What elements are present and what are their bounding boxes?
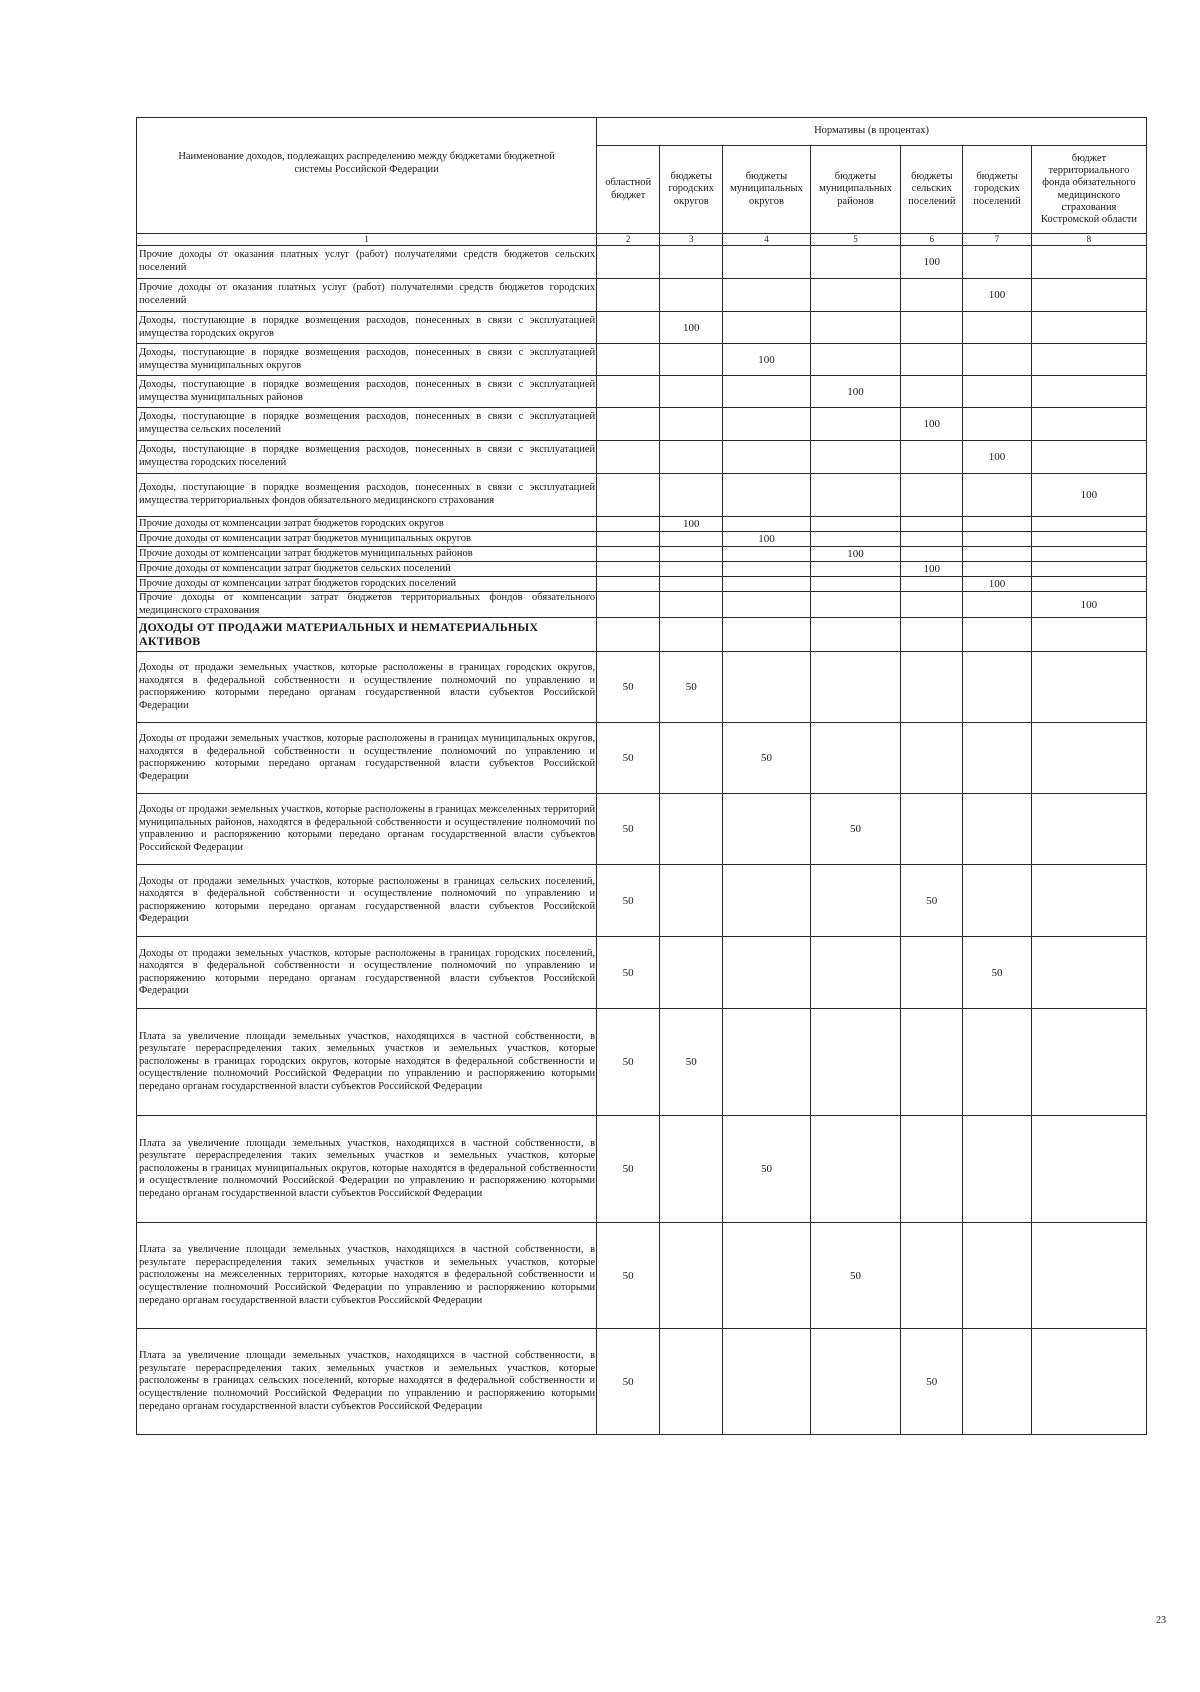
norm-value [810, 408, 901, 441]
norm-value [723, 562, 810, 577]
norm-value [810, 246, 901, 279]
norm-value [810, 441, 901, 474]
norm-value [901, 1116, 963, 1223]
row-name: Прочие доходы от компенсации затрат бюджетов городских поселений [137, 577, 597, 592]
norm-value [810, 517, 901, 532]
norm-value [810, 618, 901, 652]
row-name: Доходы от продажи земельных участков, которые расположены в границах городских поселений, находятся в федеральной собственности и осуществление полномочий по управлению и распоряжению которыми передано органам государственной власти субъектов Российской Федерации [137, 937, 597, 1009]
norm-value [1031, 618, 1146, 652]
norm-value: 100 [1031, 474, 1146, 517]
norm-value: 50 [723, 1116, 810, 1223]
row-name: Доходы от продажи земельных участков, которые расположены в границах городских округов, находятся в федеральной собственности и осуществление полномочий по управлению и распоряжению которыми передано органам государственной власти субъектов Российской Федерации [137, 652, 597, 723]
norm-value [660, 547, 723, 562]
norm-value [901, 1009, 963, 1116]
norm-value [963, 517, 1032, 532]
header-col-4: бюджеты муниципальных округов [723, 146, 810, 234]
norm-value [810, 1116, 901, 1223]
norm-value: 100 [723, 344, 810, 376]
norm-value [597, 618, 660, 652]
row-name: Доходы, поступающие в порядке возмещения расходов, понесенных в связи с эксплуатацией имущества муниципальных округов [137, 344, 597, 376]
table-row [137, 1223, 1147, 1329]
norm-value [963, 532, 1032, 547]
norm-value: 100 [810, 547, 901, 562]
norm-value [1031, 312, 1146, 344]
norm-value [723, 547, 810, 562]
norm-value [1031, 344, 1146, 376]
page-number: 23 [1156, 1615, 1166, 1626]
norm-value [810, 937, 901, 1009]
table-row [137, 577, 1147, 592]
norm-value [963, 344, 1032, 376]
norm-value: 50 [660, 1009, 723, 1116]
norm-value [597, 517, 660, 532]
norm-value [723, 376, 810, 408]
norm-value [810, 312, 901, 344]
table-row [137, 592, 1147, 618]
norm-value [963, 1223, 1032, 1329]
norm-value [1031, 794, 1146, 865]
norm-value [723, 517, 810, 532]
norm-value [660, 279, 723, 312]
norm-value [723, 592, 810, 618]
norm-value: 50 [597, 1223, 660, 1329]
norm-value [723, 408, 810, 441]
norm-value [723, 312, 810, 344]
norm-value [597, 246, 660, 279]
norm-value: 50 [597, 865, 660, 937]
norm-value [963, 474, 1032, 517]
table-row [137, 723, 1147, 794]
table-row [137, 246, 1147, 279]
norm-value [1031, 441, 1146, 474]
table-row [137, 794, 1147, 865]
norm-value [723, 1009, 810, 1116]
row-name: Доходы, поступающие в порядке возмещения расходов, понесенных в связи с эксплуатацией имущества городских округов [137, 312, 597, 344]
norm-value [660, 532, 723, 547]
norm-value [1031, 517, 1146, 532]
norm-value [963, 652, 1032, 723]
column-number: 8 [1031, 234, 1146, 246]
norm-value [1031, 1223, 1146, 1329]
norm-value [810, 562, 901, 577]
norm-value [1031, 532, 1146, 547]
norm-value [1031, 246, 1146, 279]
norm-value [597, 592, 660, 618]
header-col-7: бюджеты городских поселений [963, 146, 1032, 234]
norm-value [660, 937, 723, 1009]
header-col-3: бюджеты городских округов [660, 146, 723, 234]
norm-value [1031, 1009, 1146, 1116]
norm-value: 50 [660, 652, 723, 723]
column-number: 7 [963, 234, 1032, 246]
column-number: 1 [137, 234, 597, 246]
norm-value: 50 [597, 794, 660, 865]
row-name: Доходы от продажи земельных участков, которые расположены в границах межселенных территорий муниципальных районов, находятся в федеральной собственности и осуществление полномочий по управлению и распоряжению которыми передано органам государственной власти субъектов Российской Федерации [137, 794, 597, 865]
norm-value [660, 1116, 723, 1223]
norm-value [1031, 577, 1146, 592]
norm-value [901, 1223, 963, 1329]
column-number: 5 [810, 234, 901, 246]
table-row [137, 279, 1147, 312]
norm-value [810, 532, 901, 547]
row-name: Прочие доходы от оказания платных услуг (работ) получателями средств бюджетов городских поселений [137, 279, 597, 312]
norm-value [1031, 547, 1146, 562]
norm-value [723, 1223, 810, 1329]
row-name: Плата за увеличение площади земельных участков, находящихся в частной собственности, в результате перераспределения таких земельных участков и земельных участков, которые расположены на межселенных территориях, которые находятся в федеральной собственности и осуществление полномочий Российской Федерации по управлению и распоряжению которыми передано органам государственной власти субъектов Российской Федерации [137, 1223, 597, 1329]
column-number: 3 [660, 234, 723, 246]
norm-value [810, 1009, 901, 1116]
table-row [137, 344, 1147, 376]
norm-value [660, 562, 723, 577]
norm-value: 50 [901, 865, 963, 937]
table-row [137, 517, 1147, 532]
norm-value: 100 [1031, 592, 1146, 618]
norm-value: 100 [963, 279, 1032, 312]
norm-value: 100 [660, 517, 723, 532]
row-name: Прочие доходы от оказания платных услуг (работ) получателями средств бюджетов сельских поселений [137, 246, 597, 279]
norm-value [901, 279, 963, 312]
row-name: Прочие доходы от компенсации затрат бюджетов муниципальных районов [137, 547, 597, 562]
norm-value [901, 532, 963, 547]
norm-value [810, 577, 901, 592]
norm-value [1031, 1329, 1146, 1435]
norm-value [723, 577, 810, 592]
norm-value [723, 441, 810, 474]
norm-value: 50 [597, 652, 660, 723]
norm-value [597, 577, 660, 592]
norm-value [723, 279, 810, 312]
norm-value [597, 376, 660, 408]
norm-value [660, 408, 723, 441]
norm-value: 100 [810, 376, 901, 408]
norm-value [963, 376, 1032, 408]
norm-value: 100 [963, 441, 1032, 474]
norm-value [1031, 408, 1146, 441]
norm-value [810, 344, 901, 376]
norm-value [1031, 376, 1146, 408]
norm-value [1031, 562, 1146, 577]
norm-value [723, 652, 810, 723]
norm-value [963, 723, 1032, 794]
norm-value [901, 618, 963, 652]
norm-value: 50 [597, 1116, 660, 1223]
norm-value [723, 865, 810, 937]
norm-value: 50 [810, 794, 901, 865]
norm-value [1031, 865, 1146, 937]
row-name: Доходы от продажи земельных участков, которые расположены в границах муниципальных округов, находятся в федеральной собственности и осуществление полномочий по управлению и распоряжению которыми передано органам государственной власти субъектов Российской Федерации [137, 723, 597, 794]
norm-value [901, 723, 963, 794]
norm-value [660, 577, 723, 592]
norm-value [963, 592, 1032, 618]
table-row [137, 474, 1147, 517]
table-row [137, 441, 1147, 474]
header-col-6: бюджеты сельских поселений [901, 146, 963, 234]
norm-value [901, 592, 963, 618]
norm-value [963, 408, 1032, 441]
norm-value [660, 794, 723, 865]
norm-value [597, 562, 660, 577]
norm-value [597, 441, 660, 474]
norm-value [901, 344, 963, 376]
norm-value [901, 794, 963, 865]
header-col-8: бюджет территориального фонда обязательного медицинского страхования Костромской области [1031, 146, 1146, 234]
norm-value [1031, 723, 1146, 794]
norm-value [901, 441, 963, 474]
norm-value [660, 723, 723, 794]
column-number: 4 [723, 234, 810, 246]
norm-value [810, 652, 901, 723]
norm-value [810, 474, 901, 517]
norm-value: 100 [901, 408, 963, 441]
norm-value [901, 517, 963, 532]
table-row [137, 376, 1147, 408]
row-name: Плата за увеличение площади земельных участков, находящихся в частной собственности, в результате перераспределения таких земельных участков и земельных участков, которые расположены в границах муниципальных округов, которые находятся в федеральной собственности и осуществление полномочий Российской Федерации по управлению и распоряжению которыми передано органам государственной власти субъектов Российской Федерации [137, 1116, 597, 1223]
table-row [137, 1116, 1147, 1223]
norm-value [963, 865, 1032, 937]
norm-value [810, 279, 901, 312]
header-col-5: бюджеты муниципальных районов [810, 146, 901, 234]
table-row [137, 312, 1147, 344]
norm-value [810, 592, 901, 618]
norm-value [597, 312, 660, 344]
norm-value [723, 1329, 810, 1435]
table-row [137, 547, 1147, 562]
norm-value: 50 [597, 723, 660, 794]
norm-value [901, 312, 963, 344]
norm-value [810, 865, 901, 937]
section-heading: ДОХОДЫ ОТ ПРОДАЖИ МАТЕРИАЛЬНЫХ И НЕМАТЕРИАЛЬНЫХ АКТИВОВ [137, 618, 597, 652]
table-row [137, 652, 1147, 723]
norm-value [660, 1223, 723, 1329]
norm-value [1031, 652, 1146, 723]
norm-value [1031, 937, 1146, 1009]
norm-value [597, 279, 660, 312]
row-name: Прочие доходы от компенсации затрат бюджетов городских округов [137, 517, 597, 532]
row-name: Прочие доходы от компенсации затрат бюджетов сельских поселений [137, 562, 597, 577]
norm-value [901, 577, 963, 592]
norm-value: 50 [597, 1009, 660, 1116]
row-name: Плата за увеличение площади земельных участков, находящихся в частной собственности, в результате перераспределения таких земельных участков и земельных участков, которые расположены в границах сельских поселений, которые находятся в федеральной собственности и осуществление полномочий Российской Федерации по управлению и распоряжению которыми передано органам государственной власти субъектов Российской Федерации [137, 1329, 597, 1435]
norm-value [660, 376, 723, 408]
table-row [137, 562, 1147, 577]
norm-value [723, 794, 810, 865]
norm-value [723, 246, 810, 279]
norm-value [901, 376, 963, 408]
norm-value [810, 1329, 901, 1435]
column-number: 2 [597, 234, 660, 246]
row-name: Прочие доходы от компенсации затрат бюджетов территориальных фондов обязательного медицинского страхования [137, 592, 597, 618]
norm-value: 100 [901, 562, 963, 577]
norm-value [963, 1329, 1032, 1435]
norm-value [597, 408, 660, 441]
norm-value: 100 [660, 312, 723, 344]
header-name-column: Наименование доходов, подлежащих распределению между бюджетами бюджетной системы Российской Федерации [137, 118, 597, 234]
norm-value [723, 937, 810, 1009]
norm-value [660, 246, 723, 279]
norm-value [963, 618, 1032, 652]
document-sheet [136, 117, 1147, 1435]
norm-value [660, 618, 723, 652]
norm-value [963, 794, 1032, 865]
norm-value: 50 [597, 1329, 660, 1435]
norm-value: 50 [810, 1223, 901, 1329]
column-number: 6 [901, 234, 963, 246]
norm-value: 50 [963, 937, 1032, 1009]
norm-value [597, 344, 660, 376]
norm-value [1031, 279, 1146, 312]
table-row [137, 1329, 1147, 1435]
revenue-distribution-table [136, 117, 1147, 1435]
norm-value: 50 [723, 723, 810, 794]
norm-value [1031, 1116, 1146, 1223]
norm-value [660, 1329, 723, 1435]
norm-value [597, 547, 660, 562]
norm-value [723, 618, 810, 652]
norm-value [963, 562, 1032, 577]
row-name: Доходы, поступающие в порядке возмещения расходов, понесенных в связи с эксплуатацией имущества сельских поселений [137, 408, 597, 441]
norm-value: 100 [723, 532, 810, 547]
norm-value [660, 865, 723, 937]
norm-value [723, 474, 810, 517]
table-row [137, 408, 1147, 441]
row-name: Доходы от продажи земельных участков, которые расположены в границах сельских поселений, находятся в федеральной собственности и осуществление полномочий по управлению и распоряжению которыми передано органам государственной власти субъектов Российской Федерации [137, 865, 597, 937]
norm-value [597, 474, 660, 517]
table-row [137, 865, 1147, 937]
row-name: Плата за увеличение площади земельных участков, находящихся в частной собственности, в результате перераспределения таких земельных участков и земельных участков, которые расположены в границах городских округов, которые находятся в федеральной собственности и осуществление полномочий Российской Федерации по управлению и распоряжению которыми передано органам государственной власти субъектов Российской Федерации [137, 1009, 597, 1116]
norm-value [963, 312, 1032, 344]
norm-value [660, 344, 723, 376]
norm-value [660, 592, 723, 618]
norm-value [810, 723, 901, 794]
table-row [137, 532, 1147, 547]
norm-value [963, 246, 1032, 279]
header-norms-title: Нормативы (в процентах) [597, 118, 1147, 146]
norm-value: 100 [963, 577, 1032, 592]
norm-value: 100 [901, 246, 963, 279]
norm-value [660, 474, 723, 517]
row-name: Доходы, поступающие в порядке возмещения расходов, понесенных в связи с эксплуатацией имущества муниципальных районов [137, 376, 597, 408]
norm-value [901, 937, 963, 1009]
table-row [137, 618, 1147, 652]
norm-value [901, 547, 963, 562]
row-name: Прочие доходы от компенсации затрат бюджетов муниципальных округов [137, 532, 597, 547]
row-name: Доходы, поступающие в порядке возмещения расходов, понесенных в связи с эксплуатацией имущества городских поселений [137, 441, 597, 474]
norm-value [963, 1009, 1032, 1116]
norm-value: 50 [901, 1329, 963, 1435]
norm-value [963, 547, 1032, 562]
row-name: Доходы, поступающие в порядке возмещения расходов, понесенных в связи с эксплуатацией имущества территориальных фондов обязательного медицинского страхования [137, 474, 597, 517]
norm-value [660, 441, 723, 474]
table-row [137, 1009, 1147, 1116]
norm-value [901, 474, 963, 517]
norm-value [901, 652, 963, 723]
norm-value: 50 [597, 937, 660, 1009]
norm-value [597, 532, 660, 547]
header-col-2: областной бюджет [597, 146, 660, 234]
table-row [137, 937, 1147, 1009]
norm-value [963, 1116, 1032, 1223]
